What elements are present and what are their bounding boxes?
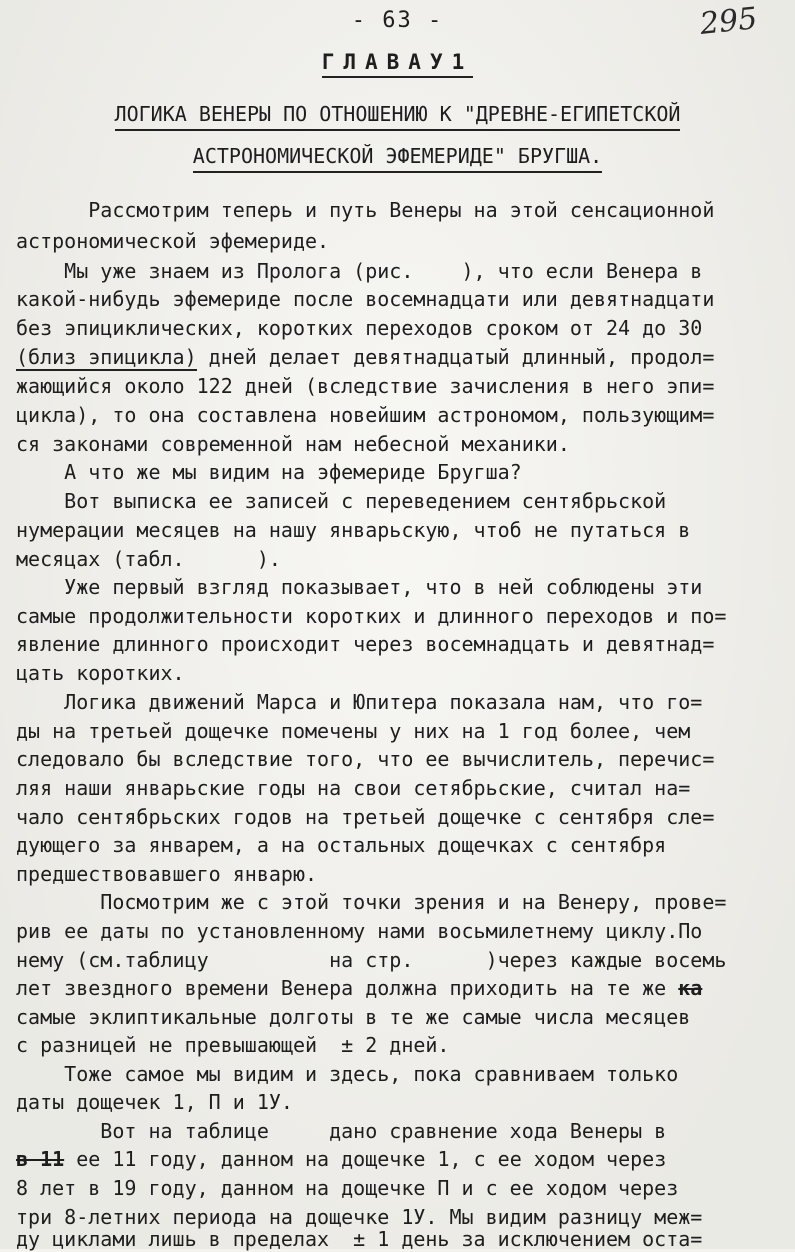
underlined-phrase: (близ эпицикла)	[16, 345, 197, 369]
text-line: нумерации месяцев на нашу январьскую, чтоб не путаться в	[16, 518, 691, 542]
chapter-title: ГЛАВАУ1	[0, 50, 795, 74]
text-line: нему (см.таблицу на стр. )через каждые восемь	[16, 948, 727, 972]
text-line: предшествовавшего январю.	[16, 862, 318, 886]
text-line: самые эклиптикальные долготы в те же самые числа месяцев	[16, 1005, 691, 1029]
text-line: жающийся около 122 дней (вследствие зачисления в него эпи=	[16, 374, 715, 398]
text-line: самые продолжительности коротких и длинного переходов и по=	[16, 604, 727, 628]
archive-number: 295	[698, 1, 759, 42]
text-line: ды на третьей дощечке помечены у них на 1 год более, чем	[16, 719, 691, 743]
text-line: месяцах (табл. ).	[16, 547, 281, 571]
text-line: Вот выписка ее записей с переведением сентябрьской	[16, 489, 667, 513]
text-line: (близ эпицикла) дней делает девятнадцатый длинный, продол=	[16, 345, 715, 369]
text-line: Посмотрим же с этой точки зрения и на Венеру, прове=	[16, 890, 727, 914]
heading-line-2: АСТРОНОМИЧЕСКОЙ ЭФЕМЕРИДЕ" БРУГША.	[0, 144, 795, 168]
text-line: Мы уже знаем из Пролога (рис. ), что если Венера в	[16, 259, 703, 283]
text-line: без эпициклических, коротких переходов сроком от 24 до 30	[16, 316, 703, 340]
text-line: астрономической эфемериде.	[16, 229, 330, 253]
text-line: Тоже самое мы видим и здесь, пока сравниваем только	[16, 1062, 679, 1086]
text-line: какой-нибудь эфемериде после восемнадцати или девятнадцати	[16, 287, 715, 311]
text-line: Рассмотрим теперь и путь Венеры на этой сенсационной	[16, 198, 715, 222]
text-line: Вот на таблице дано сравнение хода Венеры в	[16, 1119, 667, 1143]
text-line: даты дощечек 1, П и 1У.	[16, 1090, 293, 1114]
text-line: Логика движений Марса и Юпитера показала нам, что го=	[16, 690, 703, 714]
text-line: явление длинного происходит через восемнадцать и девятнад=	[16, 632, 715, 656]
text-line: ду циклами лишь в пределах ± 1 день за исключением оста=	[16, 1227, 703, 1251]
struck-word: ка	[678, 976, 703, 1000]
text-line: лет звездного времени Венера должна приходить на те же ка	[16, 976, 703, 1000]
text-line: А что же мы видим на эфемериде Бругша?	[16, 460, 522, 484]
text-line: цикла), то она составлена новейшим астрономом, пользующим=	[16, 403, 715, 427]
text-line: с разницей не превышающей ± 2 дней.	[16, 1033, 450, 1057]
text-line: следовало бы вследствие того, что ее вычислитель, перечис=	[16, 747, 715, 771]
text-line: ся законами современной нам небесной механики.	[16, 432, 570, 456]
text-line: дующего за январем, а на остальных дощечках с сентября	[16, 833, 667, 857]
text-line: 8 лет в 19 году, данном на дощечке П и с ее ходом через	[16, 1176, 679, 1200]
text-line: ляя наши январьские годы на свои сетябрьские, считал на=	[16, 776, 691, 800]
page-number: - 63 -	[351, 8, 444, 33]
text-line: в 11 ее 11 году, данном на дощечке 1, с ее ходом через	[16, 1147, 667, 1171]
struck-word: в 11	[16, 1147, 65, 1171]
text-line: три 8-летних периода на дощечке 1У. Мы видим разницу меж=	[16, 1205, 703, 1229]
heading-line-1: ЛОГИКА ВЕНЕРЫ ПО ОТНОШЕНИЮ К "ДРЕВНЕ-ЕГИПЕТСКОЙ	[0, 102, 795, 126]
text-line: цать коротких.	[16, 661, 185, 685]
text-line: чало сентябрьских годов на третьей дощечке с сентября сле=	[16, 805, 715, 829]
text-line: рив ее даты по установленному нами восьмилетнему циклу.По	[16, 919, 703, 943]
text-line: Уже первый взгляд показывает, что в ней соблюдены эти	[16, 575, 703, 599]
